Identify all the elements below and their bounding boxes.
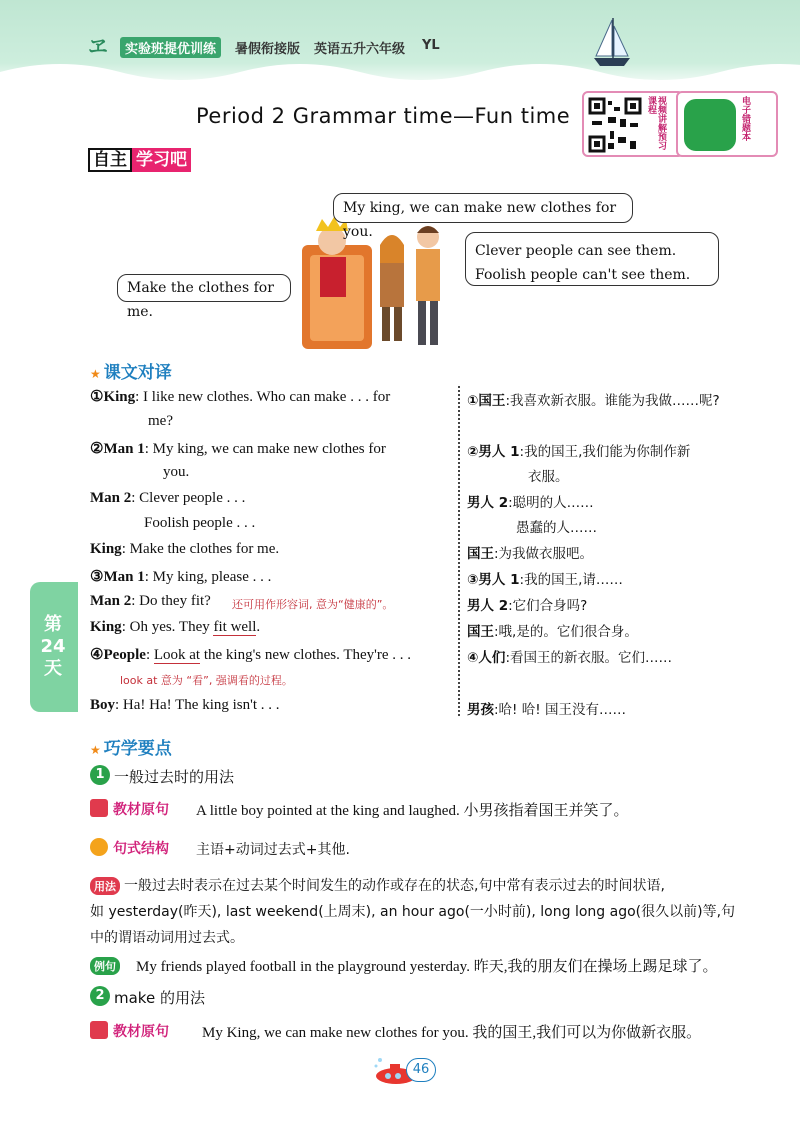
section-title-text: 课文对译	[103, 363, 172, 383]
dialogue-en-line: you.	[163, 464, 190, 480]
grade-label: 英语五升六年级	[314, 42, 406, 57]
tag-structure: 句式结构	[90, 838, 169, 858]
dialogue-zh-line: 男人 2:聪明的人……	[467, 495, 594, 511]
page-number: 46	[406, 1058, 436, 1082]
banner-part1: 自主	[88, 148, 132, 172]
dialogue-en-line: Man 2: Clever people . . .	[90, 490, 246, 506]
section-title-text: 巧学要点	[103, 739, 172, 759]
version-label: YL	[422, 38, 440, 53]
edition-label: 暑假衔接版	[235, 42, 301, 57]
series-logo-icon: ヱ	[88, 34, 108, 58]
dialogue-en-line: ②Man 1: My king, we can make new clothes for	[90, 441, 386, 457]
emperor-illustration	[300, 205, 460, 355]
dialogue-en-line: Foolish people . . .	[144, 515, 256, 531]
qr-code-icon	[588, 97, 642, 153]
column-divider	[458, 386, 460, 716]
qr-label-wrongbook: 电子错题本	[740, 96, 750, 141]
usage-line: 如 yesterday(昨天), last weekend(上周末), an hour ago(一小时前), long long ago(很久以前)等,句	[90, 904, 736, 920]
dialogue-zh-line: ③男人 1:我的国王,请……	[467, 572, 623, 588]
self-study-banner	[88, 148, 191, 172]
usage-line: 一般过去时表示在过去某个时间发生的动作或存在的状态,句中常有表示过去的时间状语,	[124, 878, 665, 894]
point-title-1: 一般过去时的用法	[114, 768, 235, 786]
dialogue-zh-line: 愚蠢的人……	[516, 520, 597, 536]
pen-icon	[90, 838, 108, 856]
underline-fit-well: fit well	[213, 619, 257, 635]
dialogue-zh-line: ④人们:看国王的新衣服。它们……	[467, 650, 672, 666]
book-icon	[90, 799, 108, 817]
series-title: 实验班提优训练	[120, 37, 221, 58]
banner-part2: 学习吧	[132, 148, 191, 172]
video-qr-card[interactable]	[582, 91, 684, 157]
wrong-book-card[interactable]	[676, 91, 778, 157]
point-number-2: 2	[90, 986, 110, 1006]
point-number-1: 1	[90, 765, 110, 785]
dialogue-zh-line: 国王:哦,是的。它们很合身。	[467, 624, 638, 640]
section-title-keypoints	[90, 734, 172, 759]
qr-label-video: 视频讲解预习课程	[646, 96, 666, 150]
handwritten-note-fit: 还可用作形容词, 意为“健康的”。	[232, 598, 394, 611]
textbook-sentence-2: My King, we can make new clothes for you. 我的国王,我们可以为你做新衣服。	[202, 1025, 702, 1041]
structure-text: 主语+动词过去式+其他.	[196, 842, 350, 858]
dialogue-en-line: King: Make the clothes for me.	[90, 541, 280, 557]
dialogue-zh-line: 国王:为我做衣服吧。	[467, 546, 594, 562]
point-title-2: make 的用法	[114, 989, 205, 1007]
example-badge: 例句	[90, 957, 120, 975]
day-label: 第24天	[40, 614, 66, 679]
dialogue-en-line: King: Oh yes. They fit well.	[90, 619, 261, 635]
usage-line: 中的谓语动词用过去式。	[90, 930, 244, 946]
dialogue-zh-line: ②男人 1:我的国王,我们能为你制作新	[467, 444, 691, 460]
header-wave-decoration	[0, 62, 800, 92]
tag-textbook-2: 教材原句	[90, 1021, 169, 1041]
dialogue-zh-line: 男人 2:它们合身吗?	[467, 598, 588, 614]
dialogue-en-line: Man 2: Do they fit?	[90, 593, 211, 609]
star-icon: ★	[90, 743, 101, 757]
speech-bubble-men: My king, we can make new clothes for you.	[333, 193, 633, 223]
dialogue-en-line: Boy: Ha! Ha! The king isn't . . .	[90, 697, 280, 713]
app-logo-icon	[684, 99, 736, 151]
underline-look-at: Look at	[153, 647, 201, 663]
dialogue-en-line: me?	[148, 413, 173, 429]
book-icon	[90, 1021, 108, 1039]
star-icon: ★	[90, 367, 101, 381]
period-title: Period 2 Grammar time—Fun time	[196, 104, 571, 128]
dialogue-zh-line: 男孩:哈! 哈! 国王没有……	[467, 702, 626, 718]
speech-bubble-clever: Clever people can see them. Foolish people can't see them.	[465, 232, 719, 286]
section-title-translation	[90, 358, 172, 383]
dialogue-en-line: ①King: I like new clothes. Who can make . . . for	[90, 389, 391, 405]
usage-badge: 用法	[90, 877, 120, 895]
handwritten-note-look-at: look at 意为 “看”, 强调看的过程。	[120, 674, 293, 687]
dialogue-en-line: ④People: Look at the king's new clothes. They're . . .	[90, 647, 412, 663]
dialogue-en-line: ③Man 1: My king, please . . .	[90, 569, 272, 585]
sailboat-icon	[592, 18, 632, 70]
tag-textbook-1: 教材原句	[90, 799, 169, 819]
example-sentence: My friends played football in the playground yesterday. 昨天,我的朋友们在操场上踢足球了。	[136, 959, 718, 975]
dialogue-zh-line: 衣服。	[528, 469, 569, 485]
speech-bubble-king: Make the clothes for me.	[117, 274, 291, 302]
textbook-sentence-1: A little boy pointed at the king and laughed. 小男孩指着国王并笑了。	[196, 803, 629, 819]
dialogue-zh-line: ①国王:我喜欢新衣服。谁能为我做……呢?	[467, 393, 720, 409]
